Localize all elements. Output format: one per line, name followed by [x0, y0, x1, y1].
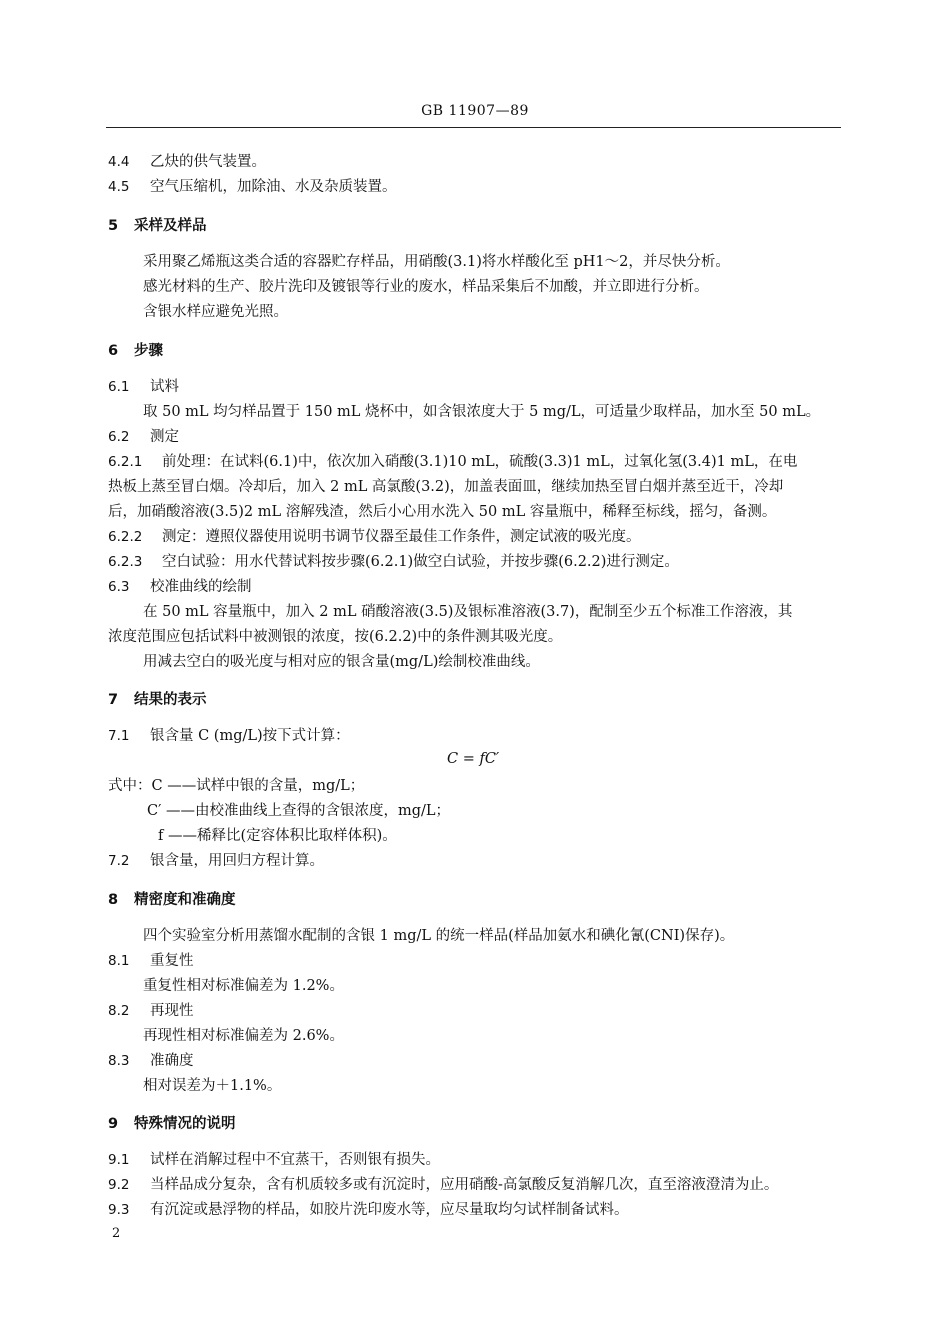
- clause-4-5: [108, 177, 397, 197]
- paragraph: 重复性相对标准偏差为 1.2%。: [143, 978, 344, 994]
- page-number: 2: [112, 1226, 121, 1241]
- clause-text: 试样在消解过程中不宜蒸干，否则银有损失。: [150, 1152, 440, 1168]
- clause-4-4: [108, 152, 266, 172]
- clause-text: 试料: [150, 379, 179, 395]
- clause-text: 空白试验：用水代替试料按步骤(6.2.1)做空白试验，并按步骤(6.2.2)进行测定。: [162, 554, 679, 570]
- paragraph: 四个实验室分析用蒸馏水配制的含银 1 mg/L 的统一样品(样品加氨水和碘化氰(CNI)保存)。: [143, 928, 735, 944]
- clause-text: 空气压缩机，加除油、水及杂质装置。: [150, 179, 397, 195]
- paragraph-continuation: 后，加硝酸溶液(3.5)2 mL 溶解残渣，然后小心用水洗入 50 mL 容量瓶中，稀释至标线，摇匀，备测。: [108, 504, 777, 520]
- clause-number: 9.2: [108, 1177, 130, 1193]
- clause-text: 当样品成分复杂，含有机质较多或有沉淀时，应用硝酸-高氯酸反复消解几次，直至溶液澄清为止。: [150, 1177, 779, 1193]
- formula: C = fC′: [447, 751, 500, 767]
- clause-text: 测定：遵照仪器使用说明书调节仪器至最佳工作条件，测定试液的吸光度。: [162, 529, 641, 545]
- header-rule: [106, 127, 841, 128]
- paragraph: 取 50 mL 均匀样品置于 150 mL 烧杯中，如含银浓度大于 5 mg/L，可适量少取样品，加水至 50 mL。: [143, 404, 821, 420]
- clause-text: 测定: [150, 429, 179, 445]
- clause-number: 6.3: [108, 579, 130, 595]
- clause-text: 准确度: [150, 1053, 194, 1069]
- clause-8-1: [108, 951, 194, 971]
- clause-number: 6.2.1: [108, 454, 143, 470]
- section-title: 精密度和准确度: [134, 892, 236, 908]
- clause-text: 再现性: [150, 1003, 194, 1019]
- clause-6-3: [108, 577, 252, 597]
- clause-6-1: [108, 377, 179, 397]
- paragraph: 相对误差为＋1.1%。: [143, 1078, 282, 1094]
- clause-7-1: [108, 726, 350, 746]
- clause-number: 8.2: [108, 1003, 130, 1019]
- section-title: 采样及样品: [134, 218, 207, 234]
- section-number: 6: [108, 343, 119, 359]
- clause-text: 乙炔的供气装置。: [150, 154, 266, 170]
- clause-text: 校准曲线的绘制: [150, 579, 252, 595]
- section-title: 步骤: [134, 343, 163, 359]
- clause-number: 9.1: [108, 1152, 130, 1168]
- clause-6-2: [108, 427, 179, 447]
- clause-number: 8.3: [108, 1053, 130, 1069]
- paragraph: 感光材料的生产、胶片洗印及镀银等行业的废水，样品采集后不加酸，并立即进行分析。: [143, 279, 709, 295]
- section-7-heading: [108, 690, 207, 710]
- where-line-f: f ——稀释比(定容体积比取样体积)。: [158, 828, 397, 844]
- paragraph: 用减去空白的吸光度与相对应的银含量(mg/L)绘制校准曲线。: [143, 654, 540, 670]
- paragraph: 再现性相对标准偏差为 2.6%。: [143, 1028, 344, 1044]
- clause-8-3: [108, 1051, 194, 1071]
- clause-text: 重复性: [150, 953, 194, 969]
- paragraph-continuation: 浓度范围应包括试料中被测银的浓度，按(6.2.2)中的条件测其吸光度。: [108, 629, 563, 645]
- paragraph: 采用聚乙烯瓶这类合适的容器贮存样品，用硝酸(3.1)将水样酸化至 pH1～2，并尽快分析。: [143, 254, 730, 270]
- clause-number: 4.4: [108, 154, 130, 170]
- clause-number: 8.1: [108, 953, 130, 969]
- clause-number: 6.2: [108, 429, 130, 445]
- section-title: 特殊情况的说明: [134, 1116, 236, 1132]
- clause-text: 银含量，用回归方程计算。: [150, 853, 324, 869]
- clause-text: 银含量 C (mg/L)按下式计算：: [150, 728, 350, 744]
- clause-6-2-1: [108, 452, 797, 472]
- section-9-heading: [108, 1114, 236, 1134]
- section-number: 8: [108, 892, 119, 908]
- clause-number: 9.3: [108, 1202, 130, 1218]
- clause-number: 4.5: [108, 179, 130, 195]
- clause-7-2: [108, 851, 324, 871]
- clause-number: 7.1: [108, 728, 130, 744]
- clause-6-2-3: [108, 552, 679, 572]
- section-title: 结果的表示: [134, 692, 207, 708]
- clause-6-2-2: [108, 527, 641, 547]
- paragraph: 在 50 mL 容量瓶中，加入 2 mL 硝酸溶液(3.5)及银标准溶液(3.7)，配制至少五个标准工作溶液，其: [143, 604, 793, 620]
- clause-number: 6.2.2: [108, 529, 143, 545]
- clause-9-3: [108, 1200, 629, 1220]
- section-number: 9: [108, 1116, 119, 1132]
- paragraph-continuation: 热板上蒸至冒白烟。冷却后，加入 2 mL 高氯酸(3.2)，加盖表面皿，继续加热至冒白烟并蒸至近干，冷却: [108, 479, 784, 495]
- standard-header: GB 11907—89: [421, 103, 529, 119]
- clause-text: 前处理：在试料(6.1)中，依次加入硝酸(3.1)10 mL，硫酸(3.3)1 mL，过氧化氢(3.4)1 mL，在电: [162, 454, 798, 470]
- section-number: 7: [108, 692, 119, 708]
- clause-number: 7.2: [108, 853, 130, 869]
- clause-number: 6.2.3: [108, 554, 143, 570]
- section-6-heading: [108, 341, 163, 361]
- clause-8-2: [108, 1001, 194, 1021]
- where-line-c: 式中：C ——试样中银的含量，mg/L；: [108, 778, 365, 794]
- clause-9-1: [108, 1150, 440, 1170]
- clause-text: 有沉淀或悬浮物的样品，如胶片洗印废水等，应尽量取均匀试样制备试料。: [150, 1202, 629, 1218]
- clause-number: 6.1: [108, 379, 130, 395]
- paragraph: 含银水样应避免光照。: [143, 304, 288, 320]
- clause-9-2: [108, 1175, 778, 1195]
- section-5-heading: [108, 216, 207, 236]
- section-8-heading: [108, 890, 236, 910]
- where-line-c-prime: C′ ——由校准曲线上查得的含银浓度，mg/L；: [147, 803, 451, 819]
- section-number: 5: [108, 218, 119, 234]
